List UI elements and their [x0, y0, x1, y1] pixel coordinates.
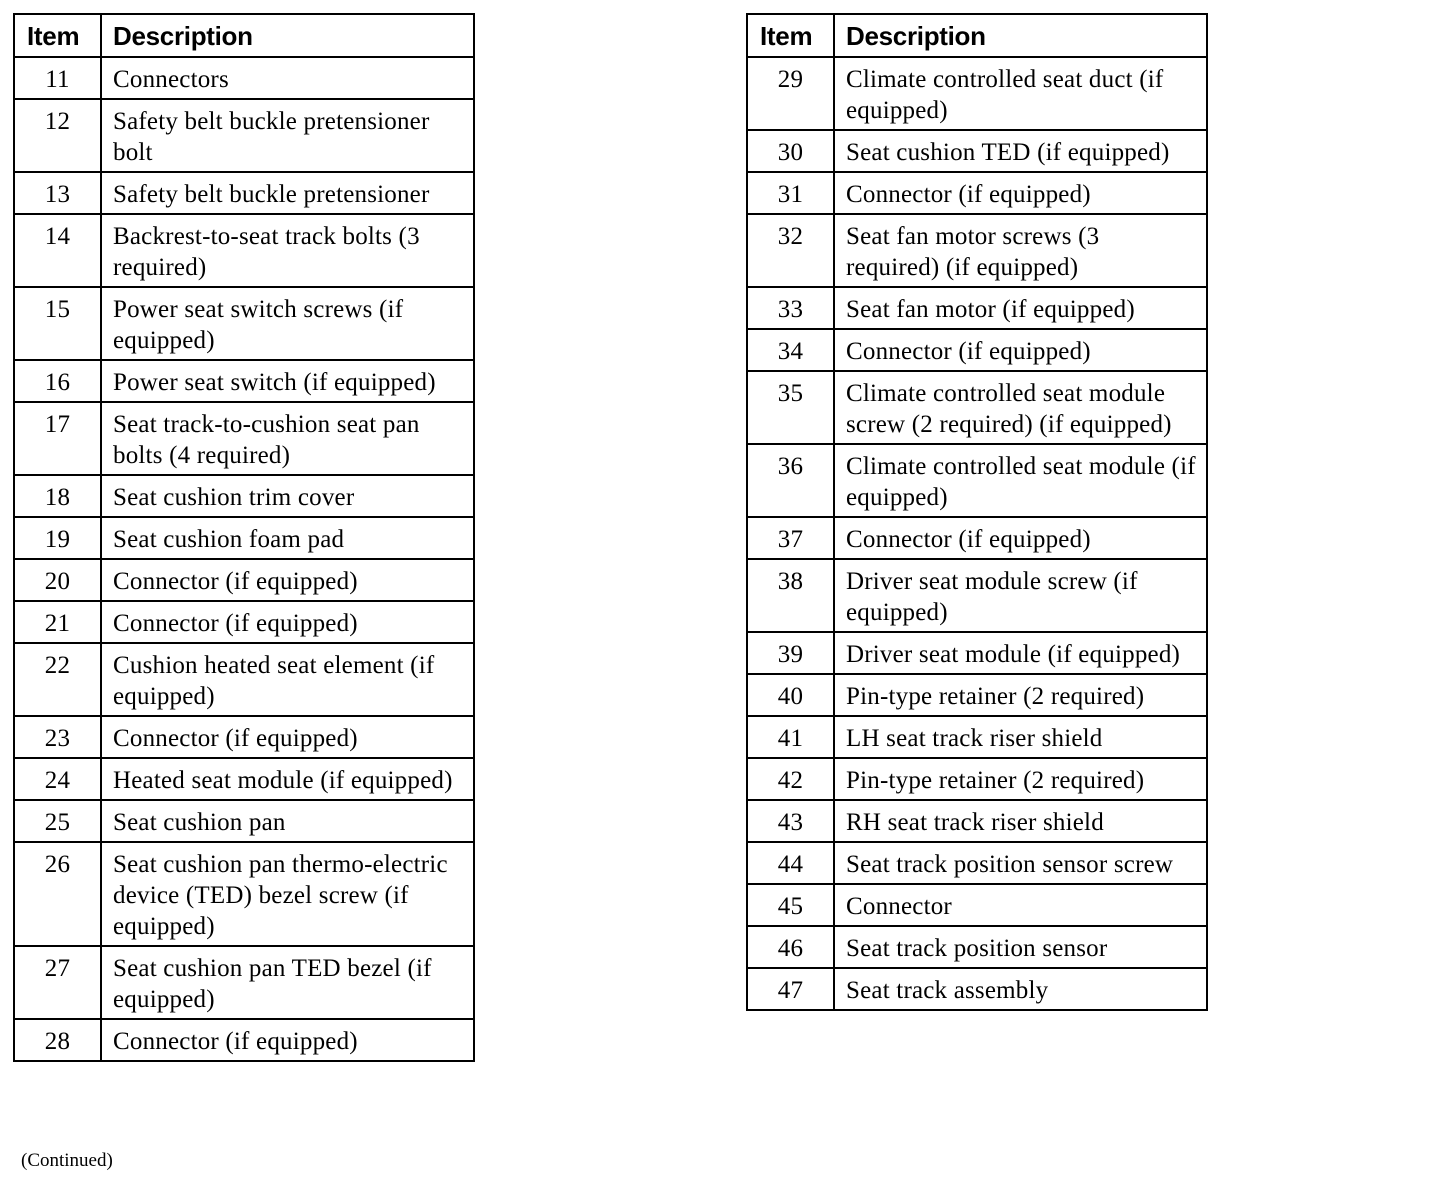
item-number: 36	[747, 444, 834, 517]
item-description: Connector (if equipped)	[101, 601, 474, 643]
item-description: Connector (if equipped)	[101, 716, 474, 758]
table-row	[747, 130, 1207, 172]
table-row	[747, 800, 1207, 842]
table-row	[14, 1019, 474, 1061]
item-description: Heated seat module (if equipped)	[101, 758, 474, 800]
item-number: 37	[747, 517, 834, 559]
item-description: Climate controlled seat module screw (2 required) (if equipped)	[834, 371, 1207, 444]
item-description: Connector (if equipped)	[101, 559, 474, 601]
item-number: 33	[747, 287, 834, 329]
column-header-item: Item	[747, 14, 834, 57]
item-description: RH seat track riser shield	[834, 800, 1207, 842]
item-number: 12	[14, 99, 101, 172]
item-number: 15	[14, 287, 101, 360]
table-row	[14, 475, 474, 517]
item-description: Connector (if equipped)	[834, 172, 1207, 214]
parts-table-left-body	[14, 57, 474, 1061]
item-number: 22	[14, 643, 101, 716]
table-row	[747, 559, 1207, 632]
table-row	[14, 559, 474, 601]
item-description: Pin-type retainer (2 required)	[834, 758, 1207, 800]
item-number: 34	[747, 329, 834, 371]
item-number: 42	[747, 758, 834, 800]
item-number: 26	[14, 842, 101, 946]
item-number: 28	[14, 1019, 101, 1061]
table-row	[747, 968, 1207, 1010]
item-description: Seat cushion pan thermo-electric device (TED) bezel screw (if equipped)	[101, 842, 474, 946]
table-row	[747, 214, 1207, 287]
table-row	[747, 517, 1207, 559]
item-number: 24	[14, 758, 101, 800]
table-row	[14, 99, 474, 172]
item-description: Power seat switch screws (if equipped)	[101, 287, 474, 360]
table-row	[747, 716, 1207, 758]
item-description: Seat track assembly	[834, 968, 1207, 1010]
table-row	[14, 517, 474, 559]
item-description: Cushion heated seat element (if equipped)	[101, 643, 474, 716]
item-number: 11	[14, 57, 101, 99]
table-row	[747, 758, 1207, 800]
item-number: 20	[14, 559, 101, 601]
item-description: Connector (if equipped)	[834, 329, 1207, 371]
item-number: 13	[14, 172, 101, 214]
table-row	[14, 800, 474, 842]
parts-table-right-body	[747, 57, 1207, 1010]
item-number: 29	[747, 57, 834, 130]
item-description: Seat fan motor screws (3 required) (if equipped)	[834, 214, 1207, 287]
item-number: 21	[14, 601, 101, 643]
item-description: Seat track position sensor	[834, 926, 1207, 968]
table-header-row	[14, 14, 474, 57]
table-row	[747, 329, 1207, 371]
item-number: 31	[747, 172, 834, 214]
item-description: Power seat switch (if equipped)	[101, 360, 474, 402]
item-number: 35	[747, 371, 834, 444]
item-number: 25	[14, 800, 101, 842]
table-row	[14, 287, 474, 360]
item-description: Seat fan motor (if equipped)	[834, 287, 1207, 329]
table-row	[747, 371, 1207, 444]
table-row	[14, 172, 474, 214]
table-row	[747, 444, 1207, 517]
table-row	[14, 716, 474, 758]
item-description: Seat cushion trim cover	[101, 475, 474, 517]
parts-table-left	[13, 13, 475, 1062]
item-description: Safety belt buckle pretensioner bolt	[101, 99, 474, 172]
item-number: 30	[747, 130, 834, 172]
item-description: Driver seat module (if equipped)	[834, 632, 1207, 674]
item-number: 46	[747, 926, 834, 968]
table-row	[747, 632, 1207, 674]
item-description: Seat cushion TED (if equipped)	[834, 130, 1207, 172]
item-number: 45	[747, 884, 834, 926]
item-description: Seat cushion pan TED bezel (if equipped)	[101, 946, 474, 1019]
item-number: 38	[747, 559, 834, 632]
table-row	[14, 57, 474, 99]
item-number: 14	[14, 214, 101, 287]
item-number: 41	[747, 716, 834, 758]
item-description: Climate controlled seat duct (if equipped)	[834, 57, 1207, 130]
table-header-row	[747, 14, 1207, 57]
item-description: LH seat track riser shield	[834, 716, 1207, 758]
item-number: 27	[14, 946, 101, 1019]
item-description: Seat track position sensor screw	[834, 842, 1207, 884]
item-description: Connectors	[101, 57, 474, 99]
item-description: Backrest-to-seat track bolts (3 required)	[101, 214, 474, 287]
item-number: 19	[14, 517, 101, 559]
item-description: Climate controlled seat module (if equipped)	[834, 444, 1207, 517]
item-description: Seat cushion foam pad	[101, 517, 474, 559]
table-row	[14, 214, 474, 287]
table-row	[747, 57, 1207, 130]
item-number: 23	[14, 716, 101, 758]
item-description: Safety belt buckle pretensioner	[101, 172, 474, 214]
table-row	[14, 601, 474, 643]
item-description: Pin-type retainer (2 required)	[834, 674, 1207, 716]
parts-table-right	[746, 13, 1208, 1011]
item-number: 43	[747, 800, 834, 842]
item-number: 39	[747, 632, 834, 674]
item-number: 40	[747, 674, 834, 716]
column-header-item: Item	[14, 14, 101, 57]
item-description: Driver seat module screw (if equipped)	[834, 559, 1207, 632]
table-row	[747, 674, 1207, 716]
table-row	[747, 842, 1207, 884]
table-row	[14, 946, 474, 1019]
table-row	[747, 172, 1207, 214]
item-number: 18	[14, 475, 101, 517]
item-description: Seat cushion pan	[101, 800, 474, 842]
item-number: 44	[747, 842, 834, 884]
table-row	[14, 842, 474, 946]
item-description: Connector (if equipped)	[101, 1019, 474, 1061]
column-header-description: Description	[834, 14, 1207, 57]
column-header-description: Description	[101, 14, 474, 57]
item-description: Seat track-to-cushion seat pan bolts (4 required)	[101, 402, 474, 475]
item-number: 16	[14, 360, 101, 402]
item-number: 47	[747, 968, 834, 1010]
table-row	[747, 287, 1207, 329]
table-row	[14, 643, 474, 716]
table-row	[14, 402, 474, 475]
table-row	[14, 758, 474, 800]
table-row	[747, 926, 1207, 968]
item-description: Connector	[834, 884, 1207, 926]
table-row	[747, 884, 1207, 926]
item-description: Connector (if equipped)	[834, 517, 1207, 559]
continued-note: (Continued)	[21, 1150, 113, 1171]
item-number: 17	[14, 402, 101, 475]
table-row	[14, 360, 474, 402]
item-number: 32	[747, 214, 834, 287]
